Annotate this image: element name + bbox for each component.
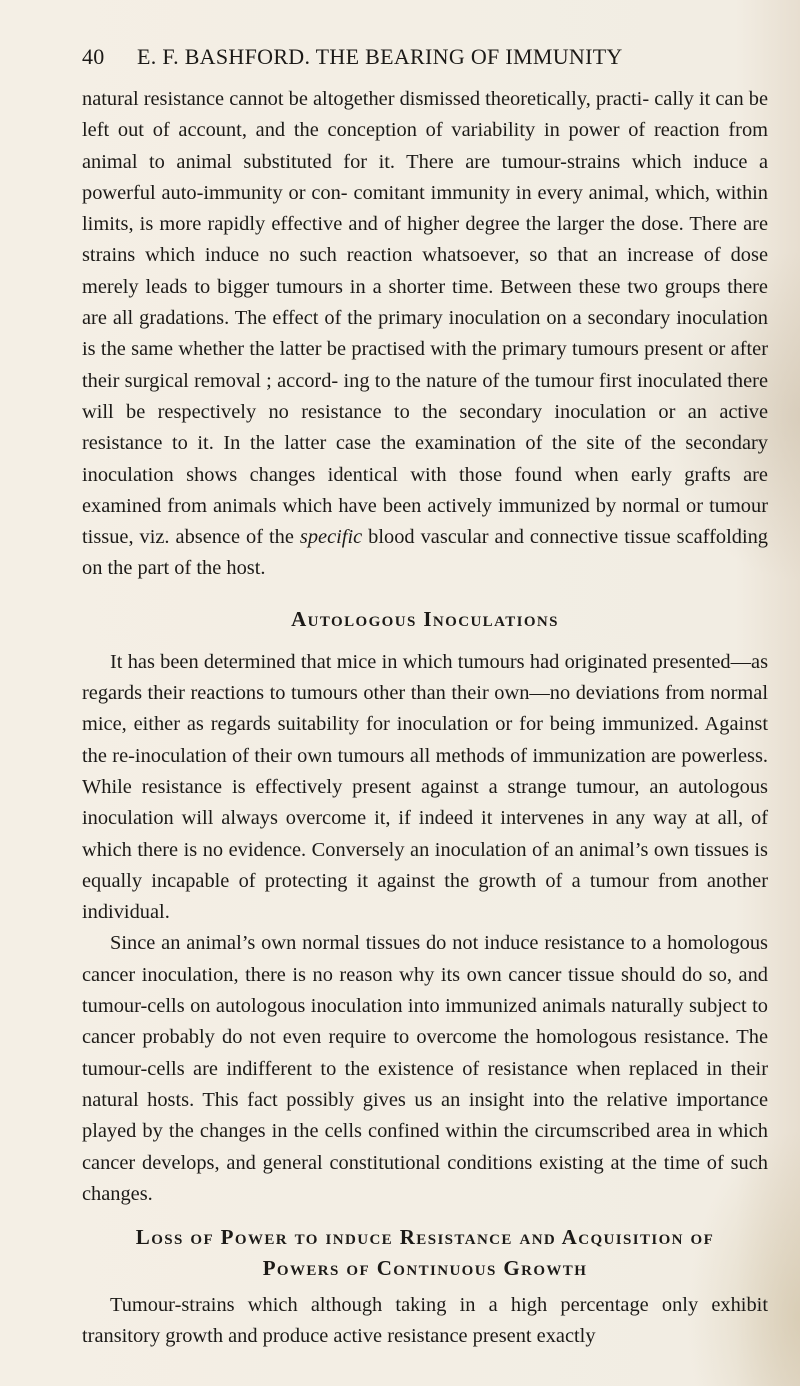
emphasized-word: specific — [299, 526, 363, 549]
paragraph-text: blood vascular and connective tissue scaffolding on the part of the host. — [82, 526, 768, 580]
paragraph-text: natural resistance cannot be altogether dismissed theoretically, practi- cally it can be left out of account, and the conception of variability in power of reaction from animal to animal substituted for it. There are tumour-strains which induce a powerful auto-immunity or con- comitant immunity in every animal, which, within limits, is more rapidly effective and of higher degree the larger the dose. There are strains which induce no such reaction whatsoever, so that an increase of dose merely leads to bigger tumours in a shorter time. Between these two groups there are all gradations. The effect of the primary inoculation on a secondary inoculation is the same whether the latter be practised with the primary tumours present or after their surgical removal ; accord- ing to the nature of the tumour first inoculated there will be respectively no resistance to the secondary inoculation or an active resistance to it. In the latter case the examination of the site of the secondary inoculation shows changes identical with those found when early grafts are examined from animals which have been actively immunized by normal or tumour tissue, viz. absence of the — [82, 88, 769, 549]
page-header — [82, 44, 718, 78]
paragraph: Tumour-strains which although taking in a high percentage only exhibit transitory growth and produce active resistance present exactly — [82, 1294, 768, 1348]
section-heading-autologous: Autologous Inoculations — [291, 606, 559, 631]
paragraph-continued — [82, 84, 768, 585]
running-head: E. F. BASHFORD. THE BEARING OF IMMUNITY — [137, 44, 623, 69]
paragraph: Since an animal’s own normal tissues do not induce resistance to a homologous cancer inoculation, there is no reason why its own cancer tissue should do so, and tumour-cells on autologous inoculation into immunized animals naturally subject to cancer probably do not even require to overcome the homologous resistance. The tumour-cells are indifferent to the existence of resistance when replaced in their natural hosts. This fact possibly gives us an insight into the relative importance played by the changes in the cells confined within the circumscribed area in which cancer develops, and general constitutional conditions existing at the time of such changes. — [82, 932, 768, 1205]
body-text — [82, 84, 768, 1353]
section-heading-loss-of-power — [82, 1222, 768, 1284]
section-heading-line: Powers of Continuous Growth — [262, 1256, 588, 1281]
section-heading-line: Loss of Power to induce Resistance and Acquisition of — [135, 1225, 715, 1250]
paragraph: It has been determined that mice in which tumours had originated presented—as regards their reactions to tumours other than their own—no deviations from normal mice, either as regards suitability for inoculation or for being immunized. Against the re-inoculation of their own tumours all methods of immunization are powerless. While resistance is effectively present against a strange tumour, an autologous inoculation will always overcome it, if indeed it intervenes in any way at all, of which there is no evidence. Conversely an inoculation of an animal’s own tissues is equally incapable of protecting it against the growth of a tumour from another individual. — [82, 650, 768, 924]
page-number: 40 — [82, 44, 105, 69]
